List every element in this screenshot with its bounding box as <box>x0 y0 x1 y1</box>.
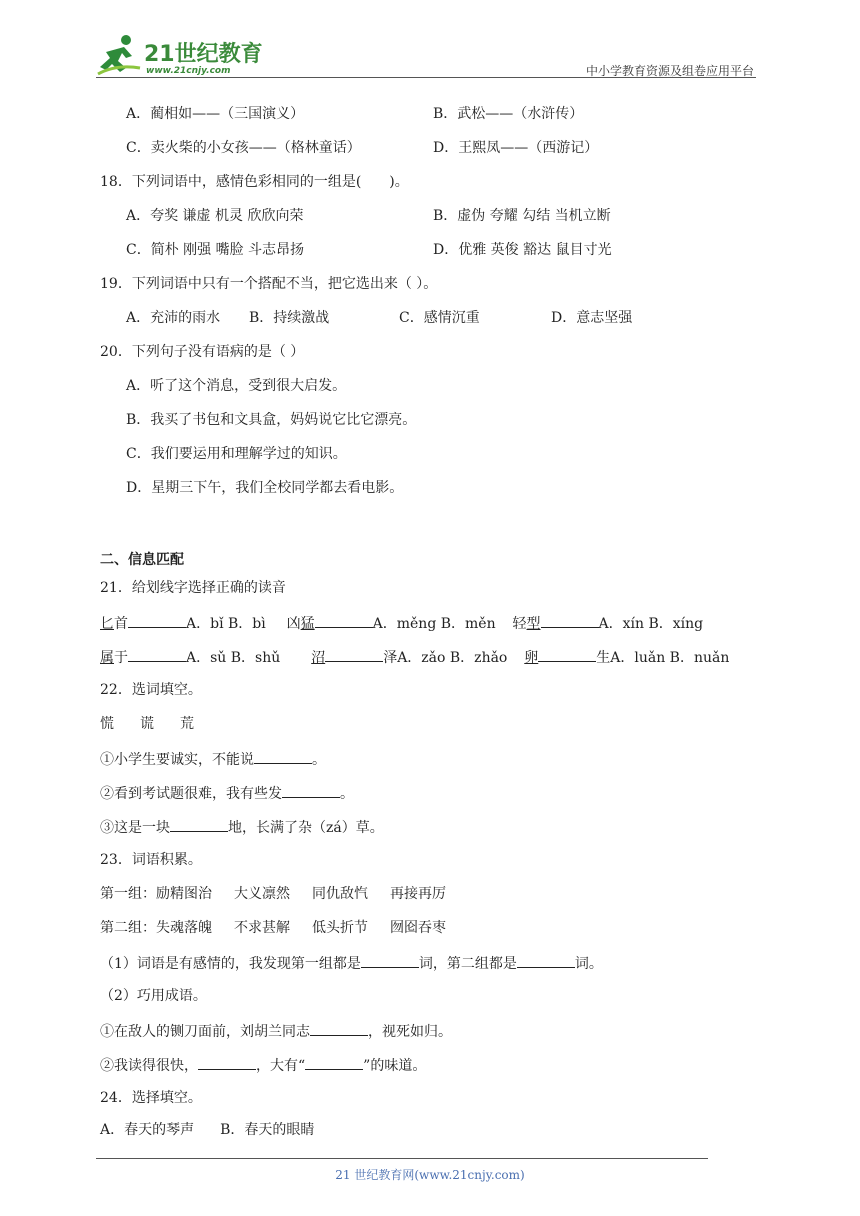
underlined-char: 猛 <box>300 616 315 632</box>
q19-option-d: D．意志坚强 <box>551 310 633 326</box>
q23-group-1: 第一组：励精图治 大义凛然 同仇敌忾 再接再厉 <box>100 886 446 902</box>
answer-blank[interactable] <box>198 1055 256 1070</box>
answer-blank[interactable] <box>310 1021 368 1036</box>
underlined-char: 沼 <box>311 650 326 666</box>
footer-divider <box>96 1158 708 1159</box>
q22-sentence-1: ①小学生要诚实，不能说 。 <box>100 749 326 769</box>
runner-logo-icon <box>96 34 142 76</box>
underlined-char: 型 <box>526 616 541 632</box>
q18-option-a: A．夸奖 谦虚 机灵 欣欣向荣 <box>126 208 304 224</box>
answer-blank[interactable] <box>305 1055 363 1070</box>
q23-part-1: （1）词语是有感情的，我发现第一组都是 词，第二组都是 词。 <box>100 953 603 973</box>
page-header <box>96 30 756 80</box>
answer-blank[interactable] <box>128 613 186 628</box>
q21-stem: 21．给划线字选择正确的读音 <box>100 580 286 596</box>
q18-option-b: B．虚伪 夸耀 勾结 当机立断 <box>433 208 611 224</box>
platform-label: 中小学教育资源及组卷应用平台 <box>585 64 754 78</box>
q21-row-1: 匕首 A．bǐ B．bì 凶猛 A．měng B．měn 轻型 A．xín B．xíng <box>100 613 703 633</box>
q23-stem: 23．词语积累。 <box>100 852 202 868</box>
q22-sentence-3: ③这是一块 地，长满了杂（zá）草。 <box>100 817 384 837</box>
answer-blank[interactable] <box>361 953 419 968</box>
q19-option-a: A．充沛的雨水 <box>126 310 221 326</box>
q23-part-2b: ②我读得很快， ，大有“ ”的味道。 <box>100 1055 426 1075</box>
reading-options: A．bǐ B．bì <box>186 616 266 632</box>
reading-options: A．xín B．xíng <box>598 616 704 632</box>
q17-option-a: A．蔺相如——（三国演义） <box>126 106 305 122</box>
answer-blank[interactable] <box>282 783 340 798</box>
reading-options: A．sǔ B．shǔ <box>186 650 281 666</box>
q23-part-2: （2）巧用成语。 <box>100 988 207 1004</box>
q24-options: A．春天的琴声 B．春天的眼睛 <box>100 1122 315 1138</box>
reading-options: A．zǎo B．zhǎo <box>397 650 508 666</box>
page-footer: 21 世纪教育网(www.21cnjy.com) <box>335 1168 525 1182</box>
q22-stem: 22．选词填空。 <box>100 682 202 698</box>
q23-part-2a: ①在敌人的铡刀面前，刘胡兰同志 ，视死如归。 <box>100 1021 452 1041</box>
answer-blank[interactable] <box>128 647 186 662</box>
answer-blank[interactable] <box>538 647 596 662</box>
reading-options: A．luǎn B．nuǎn <box>610 650 730 666</box>
logo-text: 21世纪教育 <box>144 42 263 67</box>
answer-blank[interactable] <box>517 953 575 968</box>
section-title: 二、信息匹配 <box>100 552 184 568</box>
q24-stem: 24．选择填空。 <box>100 1090 202 1106</box>
q20-option-a: A．听了这个消息，受到很大启发。 <box>126 378 347 394</box>
q19-option-c: C．感情沉重 <box>399 310 480 326</box>
logo-url: www.21cnjy.com <box>146 66 231 76</box>
site-logo <box>96 34 266 76</box>
q22-sentence-2: ②看到考试题很难，我有些发 。 <box>100 783 354 803</box>
underlined-char: 属 <box>100 650 114 666</box>
q17-option-d: D．王熙凤——（西游记） <box>433 140 599 156</box>
q17-option-b: B．武松——（水浒传） <box>433 106 584 122</box>
q19-stem: 19．下列词语中只有一个搭配不当，把它选出来（ ）。 <box>100 276 438 292</box>
q20-option-c: C．我们要运用和理解学过的知识。 <box>126 446 347 462</box>
q20-option-d: D．星期三下午，我们全校同学都去看电影。 <box>126 480 404 496</box>
q20-option-b: B．我买了书包和文具盒，妈妈说它比它漂亮。 <box>126 412 417 428</box>
reading-options: A．měng B．měn <box>372 616 496 632</box>
q23-group-2: 第二组：失魂落魄 不求甚解 低头折节 囫囵吞枣 <box>100 920 446 936</box>
q18-option-c: C．简朴 刚强 嘴脸 斗志昂扬 <box>126 242 305 258</box>
header-divider <box>96 77 756 78</box>
answer-blank[interactable] <box>325 647 383 662</box>
q18-stem: 18．下列词语中，感情色彩相同的一组是( )。 <box>100 174 409 190</box>
underlined-char: 匕 <box>100 616 114 632</box>
answer-blank[interactable] <box>315 613 373 628</box>
q19-option-b: B．持续激战 <box>249 310 330 326</box>
answer-blank[interactable] <box>254 749 312 764</box>
q17-option-c: C．卖火柴的小女孩——（格林童话） <box>126 140 361 156</box>
q20-stem: 20．下列句子没有语病的是（ ） <box>100 344 305 360</box>
q18-option-d: D．优雅 英俊 豁达 鼠目寸光 <box>433 242 612 258</box>
q21-row-2: 属于 A．sǔ B．shǔ 沼 泽A．zǎo B．zhǎo 卵 生A．luǎn B．nuǎn <box>100 647 729 667</box>
answer-blank[interactable] <box>541 613 599 628</box>
answer-blank[interactable] <box>170 817 228 832</box>
underlined-char: 卵 <box>524 650 539 666</box>
q22-word-bank: 慌 谎 荒 <box>100 716 194 732</box>
